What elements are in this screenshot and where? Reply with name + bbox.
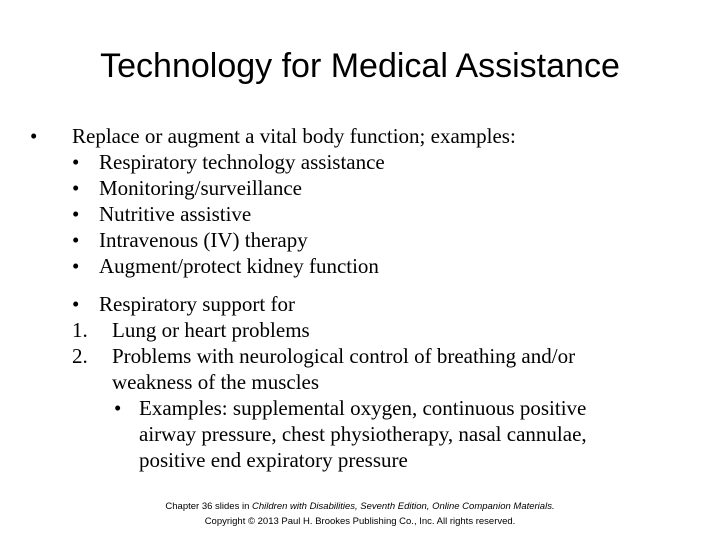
bullet-glyph: • xyxy=(72,176,80,200)
sub-bullet-text: Respiratory technology assistance xyxy=(99,150,385,174)
numbered-item-text: Problems with neurological control of breathing and/or xyxy=(112,344,576,368)
footer-book-title: Children with Disabilities, Seventh Edition, Online Companion Materials. xyxy=(252,501,555,512)
bullet-glyph: • xyxy=(72,228,80,252)
sub-bullet-text: Monitoring/surveillance xyxy=(99,176,302,200)
bullet-glyph: • xyxy=(114,396,122,420)
second-bullet-text: Respiratory support for xyxy=(99,292,295,316)
slide-title: Technology for Medical Assistance xyxy=(100,47,620,85)
sub-bullet-text: Augment/protect kidney function xyxy=(99,254,379,278)
list-number: 1. xyxy=(72,318,88,342)
footer xyxy=(0,499,720,529)
main-bullet-text: Replace or augment a vital body function; examples: xyxy=(72,124,516,148)
example-text-line: airway pressure, chest physiotherapy, nasal cannulae, xyxy=(139,422,587,446)
bullet-glyph: • xyxy=(72,202,80,226)
sub-bullet-text: Nutritive assistive xyxy=(99,202,252,226)
bullet-glyph: • xyxy=(72,150,80,174)
list-number: 2. xyxy=(72,344,88,368)
footer-lead-text: Chapter 36 slides in xyxy=(165,501,253,512)
example-text-line: positive end expiratory pressure xyxy=(139,448,408,472)
numbered-item-text: Lung or heart problems xyxy=(112,318,310,342)
numbered-item-continuation: weakness of the muscles xyxy=(112,370,320,394)
sub-bullet-text: Intravenous (IV) therapy xyxy=(99,228,308,252)
bullet-glyph: • xyxy=(72,254,80,278)
bullet-glyph: • xyxy=(72,292,80,316)
bullet-glyph: • xyxy=(30,124,38,148)
footer-copyright: Copyright © 2013 Paul H. Brookes Publishing Co., Inc. All rights reserved. xyxy=(204,516,516,527)
example-text-line: Examples: supplemental oxygen, continuous positive xyxy=(139,396,587,420)
footer-citation xyxy=(0,499,720,514)
